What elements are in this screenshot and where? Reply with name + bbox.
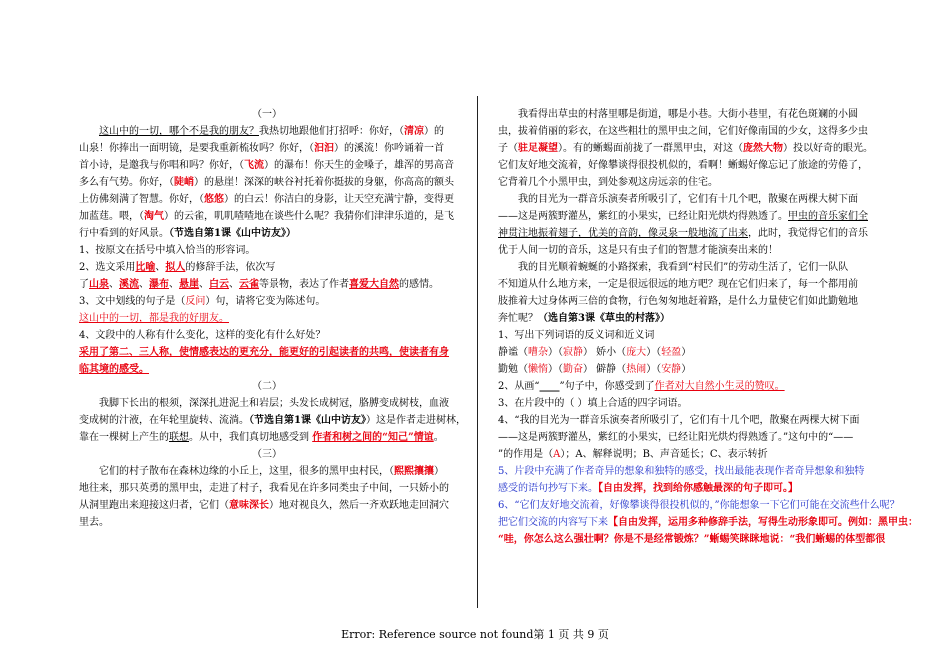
text-run: 【自由发挥，运用多种修辞手法，写得生动形象即可。例如：黑甲虫： bbox=[608, 517, 918, 528]
left-text-line bbox=[79, 514, 455, 531]
left-text-line bbox=[79, 208, 455, 225]
left-text-line bbox=[79, 140, 455, 157]
text-run: 轻盈 bbox=[661, 347, 682, 358]
text-run: 、 bbox=[169, 279, 179, 290]
text-run: ） 僻静（ bbox=[583, 364, 627, 375]
text-run: ） bbox=[681, 347, 692, 358]
text-run: 变成树的汁液，在年轮里旋转、流淌。 bbox=[79, 415, 249, 426]
page-footer: Error: Reference source not found第 1 页 共 9 页 bbox=[341, 628, 609, 641]
text-run: ，此时，我觉得它们的音乐 bbox=[748, 228, 868, 239]
text-run: 安静 bbox=[661, 364, 682, 375]
left-text-line bbox=[79, 157, 455, 174]
text-run: 5、片段中充满了作者奇异的想象和独特的感受，找出最能表现作者奇异想象和独特 bbox=[498, 466, 865, 477]
right-text-line bbox=[498, 106, 876, 123]
left-text-line bbox=[79, 293, 455, 310]
text-run: “哇，你怎么这么强壮啊？你是不是经常锻炼？”蜥蜴笑眯眯地说：“我们蜥蜴的体型都很 bbox=[498, 534, 886, 545]
left-text-line bbox=[79, 361, 455, 378]
right-text-line bbox=[498, 395, 876, 412]
left-text-line bbox=[79, 344, 455, 361]
text-run: ） bbox=[434, 466, 444, 477]
left-text-line bbox=[79, 310, 455, 327]
text-run: 勤奋 bbox=[563, 364, 583, 375]
text-run: 作者和树之间的“知己”情谊 bbox=[312, 432, 434, 443]
text-run: 里去。 bbox=[79, 517, 109, 528]
column-divider bbox=[477, 96, 478, 608]
left-text-line bbox=[79, 106, 455, 123]
text-run: 喜爱大自然 bbox=[349, 279, 399, 290]
right-text-line bbox=[498, 157, 876, 174]
text-run: 1、写出下列词语的反义词和近义词 bbox=[498, 330, 655, 341]
text-run: 3、文中划线的句子是（ bbox=[79, 296, 186, 307]
text-run: （节选自第1课《山中访友》） bbox=[169, 228, 296, 239]
right-text-line bbox=[498, 344, 876, 361]
text-run: 飞流 bbox=[244, 160, 264, 171]
text-run: 的修辞手法，依次写 bbox=[185, 262, 276, 273]
right-text-line bbox=[498, 361, 876, 378]
text-run: 白云 bbox=[209, 279, 229, 290]
text-run: 比喻 bbox=[135, 262, 156, 273]
text-run: 反问 bbox=[185, 296, 206, 307]
text-run: ）句，请将它变为陈述句。 bbox=[205, 296, 326, 307]
text-run: 、 bbox=[139, 279, 149, 290]
text-run: 肢推着大过身体两三倍的食物，行色匆匆地赶着路，是什么力量使它们如此勤勉地 bbox=[498, 296, 858, 307]
text-run: 清凉 bbox=[404, 126, 424, 137]
right-text-line bbox=[498, 293, 876, 310]
text-run: 、 bbox=[155, 262, 166, 273]
text-run: ）；A、解释说明；B、声音延长；C、表示转折 bbox=[560, 449, 768, 460]
text-run: 把它们交流的内容写下来 bbox=[498, 517, 608, 528]
text-run: 感受的语句抄写下来。 bbox=[498, 483, 598, 494]
text-run: 汩汩 bbox=[314, 143, 334, 154]
left-text-line bbox=[79, 225, 455, 242]
text-run: 山泉！你捧出一面明镜，是要我重新梳妆吗？你好，（ bbox=[79, 143, 314, 154]
text-run: 淘气 bbox=[144, 211, 164, 222]
text-run: 从洞里跑出来迎接这归者，它们（ bbox=[79, 500, 229, 511]
right-text-line bbox=[498, 446, 876, 463]
text-run: （节选自第1课《山中访友》 bbox=[249, 415, 366, 426]
text-run: ）的溪流！你吟诵着一首 bbox=[334, 143, 444, 154]
left-text-line bbox=[79, 174, 455, 191]
text-run: 地往来，那只英勇的黑甲虫，走进了村子，我看见在许多同类虫子中间，一只娇小的 bbox=[79, 483, 449, 494]
text-run: 悬崖 bbox=[179, 279, 199, 290]
left-text-line bbox=[79, 123, 455, 140]
text-run: 云雀 bbox=[239, 279, 259, 290]
text-run: 子（ bbox=[498, 143, 518, 154]
text-run: A bbox=[553, 449, 561, 460]
text-run: 4、“我的目光为一群音乐演奏者所吸引了，它们有十几个吧，散聚在两棵大树下面 bbox=[498, 415, 860, 426]
text-run: （三） bbox=[252, 449, 282, 460]
text-run: 1、按原文在括号中填入恰当的形容词。 bbox=[79, 245, 256, 256]
right-text-line bbox=[498, 463, 876, 480]
left-text-line bbox=[79, 412, 466, 429]
text-run: 这山中的一切，都是我的好朋友。 bbox=[79, 313, 229, 324]
text-run: 寂静 bbox=[563, 347, 583, 358]
right-text-line bbox=[498, 191, 876, 208]
text-run: 瀑布 bbox=[149, 279, 169, 290]
text-run: 它们的村子散布在森林边缘的小丘上，这里，很多的黑甲虫村民，（ bbox=[99, 466, 394, 477]
text-run: 这山中的一切，哪个不是我的朋友？ bbox=[99, 126, 259, 137]
right-text-line bbox=[498, 259, 876, 276]
left-text-line bbox=[79, 497, 455, 514]
text-run: 溪流 bbox=[119, 279, 139, 290]
right-text-line bbox=[498, 531, 886, 548]
text-run: 、 bbox=[109, 279, 119, 290]
text-run: 。 bbox=[433, 432, 444, 443]
text-run: 首小诗，是邀我与你唱和吗？你好，（ bbox=[79, 160, 244, 171]
right-text-line bbox=[498, 225, 876, 242]
text-run: （二） bbox=[252, 381, 282, 392]
right-text-line bbox=[498, 429, 876, 446]
right-text-line bbox=[498, 497, 900, 514]
text-run: ）（ bbox=[548, 347, 563, 358]
text-run: ____ bbox=[539, 381, 560, 392]
text-run: ——这是两簇野灌丛，紫红的小果实，已经让阳光烘灼得熟透了。”这句中的“—— bbox=[498, 432, 854, 443]
text-run: 3、在片段中的（ ）填上合适的四字词语。 bbox=[498, 398, 688, 409]
text-run: ）的云雀，叽叽喳喳地在谈些什么呢？我猜你们津津乐道的，是飞 bbox=[164, 211, 454, 222]
text-run: ）的 bbox=[424, 126, 444, 137]
text-run: 意味深长 bbox=[229, 500, 269, 511]
text-run: 不知道从什么地方来，一定是很远很远的地方吧？现在它们归来了，每一个都用前 bbox=[498, 279, 858, 290]
text-run: ）这是作者走进树林， bbox=[365, 415, 466, 426]
text-run: 的感情。 bbox=[399, 279, 439, 290]
text-run: （选自第3课《草虫的村落》） bbox=[538, 313, 670, 324]
text-run: 庞然大物 bbox=[743, 143, 783, 154]
left-text-line bbox=[79, 429, 455, 446]
text-run: 奔忙呢？ bbox=[498, 313, 538, 324]
text-run: 联想 bbox=[169, 432, 189, 443]
right-text-line bbox=[498, 140, 876, 157]
text-run: 、 bbox=[199, 279, 209, 290]
text-run: 悠悠 bbox=[204, 194, 224, 205]
right-column bbox=[498, 106, 918, 548]
text-run: 虫，拔着俏丽的彩衣，在这些粗壮的黑甲虫之间，它们好像南国的少女，这得多少虫 bbox=[498, 126, 868, 137]
text-run: 山泉 bbox=[89, 279, 109, 290]
right-text-line bbox=[498, 123, 876, 140]
right-text-line bbox=[498, 480, 876, 497]
left-text-line bbox=[79, 480, 455, 497]
text-run: ）（ bbox=[646, 347, 662, 358]
right-text-line bbox=[498, 310, 876, 327]
text-run: 4、文段中的人称有什么变化，这样的变化有什么好处？ bbox=[79, 330, 326, 341]
text-run: 优于人间一切的音乐，这是只有虫子们的智慧才能演奏出来的！ bbox=[498, 245, 778, 256]
text-run: ）投以好奇的眼光。 bbox=[783, 143, 873, 154]
right-text-line bbox=[498, 327, 876, 344]
text-run: 上仿佛刻满了智慧。你好，（ bbox=[79, 194, 204, 205]
text-run: ） bbox=[681, 364, 692, 375]
text-run: 6、“它们友好地交流着，好像攀谈得很投机似的，”你能想象一下它们可能在交流些什么呢？ bbox=[498, 500, 900, 511]
text-run: 它们友好地交流着，好像攀谈得很投机似的，看啊！蜥蜴好像忘记了旅途的劳倦了， bbox=[498, 160, 868, 171]
text-run: 采用了第二、三人称，使情感表达的更充分，能更好的引起读者的共鸣，使读者有身 bbox=[79, 347, 449, 358]
text-run: ——这是两簇野灌丛，紫红的小果实，已经让阳光烘灼得熟透了。 bbox=[498, 211, 788, 222]
text-run: ）（ bbox=[646, 364, 662, 375]
text-run: 我看得出草虫的村落里哪是街道，哪是小巷。大街小巷里，有花色斑斓的小圆 bbox=[518, 109, 858, 120]
text-run: ）地对视良久，然后一齐欢跃地走回洞穴 bbox=[269, 500, 449, 511]
text-run: ）。有的蜥蜴面前拢了一群黑甲虫，对这（ bbox=[558, 143, 743, 154]
left-text-line bbox=[79, 378, 455, 395]
text-run: 甲虫的音乐家们全 bbox=[788, 211, 868, 222]
text-run: ）的白云！你洁白的身影，让天空充满宁静，变得更 bbox=[224, 194, 454, 205]
left-column bbox=[79, 106, 466, 531]
text-run: 2、选文采用 bbox=[79, 262, 136, 273]
text-run: 陡峭 bbox=[174, 177, 194, 188]
text-run: ）的悬崖！深深的峡谷衬托着你挺拔的身躯，你高高的额头 bbox=[194, 177, 454, 188]
left-text-line bbox=[79, 191, 455, 208]
right-text-line bbox=[498, 276, 876, 293]
text-run: 驻足凝望 bbox=[518, 143, 558, 154]
left-text-line bbox=[79, 463, 455, 480]
left-text-line bbox=[79, 259, 455, 276]
text-run: ） 娇小（ bbox=[583, 347, 627, 358]
text-run: ）的瀑布！你天生的金嗓子，雄浑的男高音 bbox=[264, 160, 454, 171]
text-run: 我脚下长出的根须，深深扎进泥土和岩层；头发长成树冠，胳膊变成树枝，血液 bbox=[99, 398, 449, 409]
text-run: 行中看到的好风景。 bbox=[79, 228, 169, 239]
text-run: ）（ bbox=[548, 364, 563, 375]
text-run: 我热切地跟他们打招呼：你好，（ bbox=[259, 126, 404, 137]
right-text-line bbox=[498, 174, 876, 191]
text-run: 2、从画“ bbox=[498, 381, 540, 392]
text-run: 【自由发挥，找到给你感触最深的句子即可。】 bbox=[598, 483, 798, 494]
left-text-line bbox=[79, 446, 455, 463]
text-run: 、 bbox=[229, 279, 239, 290]
text-run: 庞大 bbox=[626, 347, 647, 358]
text-run: 静谧（ bbox=[498, 347, 528, 358]
right-text-line bbox=[498, 378, 876, 395]
text-run: 我的目光为一群音乐演奏者所吸引了，它们有十几个吧，散聚在两棵大树下面 bbox=[518, 194, 858, 205]
text-run: 多么有气势。你好，（ bbox=[79, 177, 174, 188]
text-run: ”的作用是（ bbox=[498, 449, 554, 460]
text-run: 嘈杂 bbox=[528, 347, 548, 358]
text-run: 它背着几个小黑甲虫，到处参观这房远亲的住宅。 bbox=[498, 177, 718, 188]
text-run: 靠在一棵树上产生的 bbox=[79, 432, 169, 443]
right-text-line bbox=[498, 412, 876, 429]
text-run: 勤勉（ bbox=[498, 364, 528, 375]
text-run: 了 bbox=[79, 279, 89, 290]
right-text-line bbox=[498, 208, 876, 225]
left-text-line bbox=[79, 276, 455, 293]
text-run: 神贯注地振着翅子，优美的音韵，像灵泉一般地流了出来 bbox=[498, 228, 748, 239]
text-run: 临其境的感受。 bbox=[79, 364, 149, 375]
text-run: 熙熙攘攘 bbox=[394, 466, 434, 477]
text-run: （一） bbox=[252, 109, 282, 120]
text-run: ”句子中，你感受到了 bbox=[559, 381, 655, 392]
left-text-line bbox=[79, 327, 455, 344]
text-run: 加蓝莛。喂，（ bbox=[79, 211, 144, 222]
text-run: 等景物，表达了作者 bbox=[259, 279, 349, 290]
left-text-line bbox=[79, 395, 455, 412]
text-run: 拟人 bbox=[165, 262, 186, 273]
right-text-line bbox=[498, 242, 876, 259]
text-run: 作者对大自然小生灵的赞叹。 bbox=[654, 381, 785, 392]
right-text-line bbox=[498, 514, 918, 531]
left-text-line bbox=[79, 242, 455, 259]
text-run: 热闹 bbox=[626, 364, 647, 375]
text-run: 我的目光顺着蜿蜒的小路探索，我看到“村民们”的劳动生活了，它们一队队 bbox=[518, 262, 849, 273]
text-run: 懒惰 bbox=[528, 364, 548, 375]
text-run: 。从中，我们真切地感受到 bbox=[189, 432, 313, 443]
